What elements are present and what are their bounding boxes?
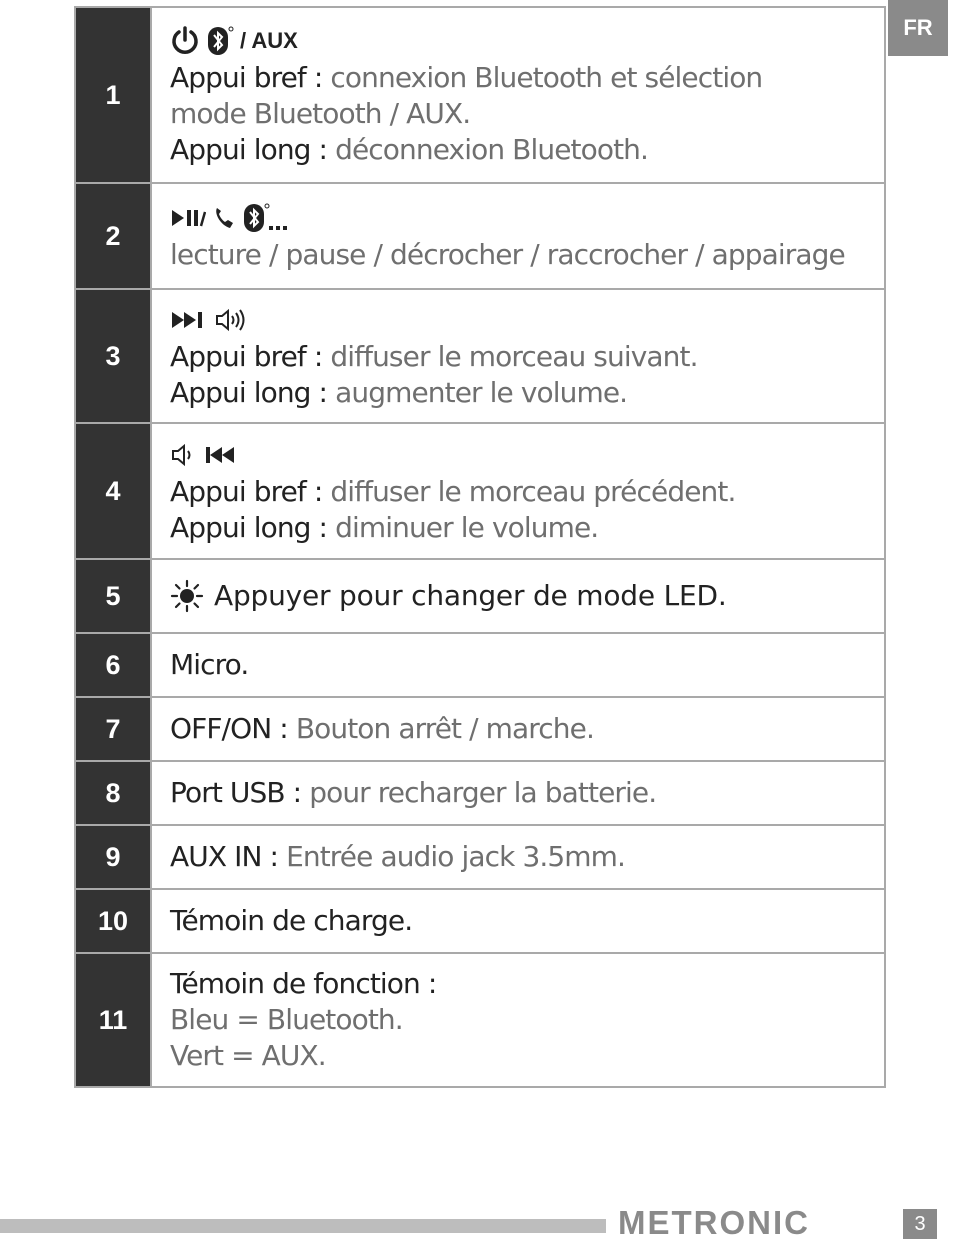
row-description <box>151 559 885 633</box>
line-label: Appui long : <box>170 511 328 544</box>
row-number: 11 <box>75 953 151 1087</box>
power-icon <box>170 26 200 56</box>
brand-text: METRONIC <box>618 1207 810 1237</box>
row-description <box>151 697 885 761</box>
row-number: 6 <box>75 633 151 697</box>
metronic-logo <box>618 1207 888 1237</box>
line-value: augmenter le volume. <box>327 376 628 409</box>
line-value: connexion Bluetooth et sélection <box>322 61 763 94</box>
line-value: mode Bluetooth / AUX. <box>170 97 471 130</box>
row-description <box>151 423 885 559</box>
volume-down-icon <box>170 442 198 468</box>
line-value: Bouton arrêt / marche. <box>287 712 594 745</box>
row-number: 1 <box>75 7 151 183</box>
row-number: 8 <box>75 761 151 825</box>
led-mode-text: Appuyer pour changer de mode LED. <box>214 579 727 612</box>
line-value: pour recharger la batterie. <box>301 776 657 809</box>
row-description <box>151 953 885 1087</box>
line-label: Témoin de charge. <box>170 904 413 937</box>
volume-up-icon <box>214 307 250 333</box>
line-label: Appui long : <box>170 133 328 166</box>
row-description <box>151 761 885 825</box>
line-label: Appui bref : <box>170 475 323 508</box>
row-number: 9 <box>75 825 151 889</box>
line-label: Appui bref : <box>170 61 323 94</box>
row-number: 10 <box>75 889 151 953</box>
row-description <box>151 289 885 423</box>
line-label: Témoin de fonction : <box>170 967 437 1000</box>
line-label: Port USB : <box>170 776 302 809</box>
table-row <box>75 953 885 1087</box>
line-value: diffuser le morceau précédent. <box>322 475 736 508</box>
row-description <box>151 889 885 953</box>
row-number: 2 <box>75 183 151 289</box>
bluetooth-icon <box>206 25 234 57</box>
line-label: AUX IN : <box>170 840 279 873</box>
line-value: Bleu = Bluetooth. <box>170 1003 403 1036</box>
table-row <box>75 7 885 183</box>
row-description <box>151 183 885 289</box>
row-number: 3 <box>75 289 151 423</box>
row-number: 4 <box>75 423 151 559</box>
line-label: OFF/ON : <box>170 712 288 745</box>
footer-bar <box>0 1219 606 1233</box>
row-description <box>151 825 885 889</box>
row-number: 7 <box>75 697 151 761</box>
table-row <box>75 183 885 289</box>
language-tab: FR <box>888 0 948 56</box>
led-icon <box>170 579 204 613</box>
phone-icon <box>212 205 236 231</box>
line-label: Appui long : <box>170 376 328 409</box>
table-row <box>75 889 885 953</box>
controls-table <box>74 6 886 1088</box>
previous-track-icon <box>204 443 248 467</box>
table-row <box>75 559 885 633</box>
table-row <box>75 633 885 697</box>
table-row <box>75 825 885 889</box>
line-value: Vert = AUX. <box>170 1039 326 1072</box>
table-row <box>75 761 885 825</box>
line-value: diminuer le volume. <box>327 511 599 544</box>
play-pause-icon <box>170 206 206 230</box>
table-row <box>75 289 885 423</box>
row-number: 5 <box>75 559 151 633</box>
line-value: diffuser le morceau suivant. <box>322 340 698 373</box>
next-track-icon <box>170 308 208 332</box>
table-row <box>75 423 885 559</box>
table-row <box>75 697 885 761</box>
row-description <box>151 7 885 183</box>
line-value: Entrée audio jack 3.5mm. <box>278 840 626 873</box>
line-label: Micro. <box>170 648 249 681</box>
line-label: Appui bref : <box>170 340 323 373</box>
page-number: 3 <box>903 1209 937 1239</box>
line-value: déconnexion Bluetooth. <box>327 133 648 166</box>
bluetooth-pairing-icon <box>242 202 290 234</box>
line-value: lecture / pause / décrocher / raccrocher / appairage <box>170 238 845 271</box>
aux-label: / AUX <box>240 28 298 53</box>
row-description <box>151 633 885 697</box>
